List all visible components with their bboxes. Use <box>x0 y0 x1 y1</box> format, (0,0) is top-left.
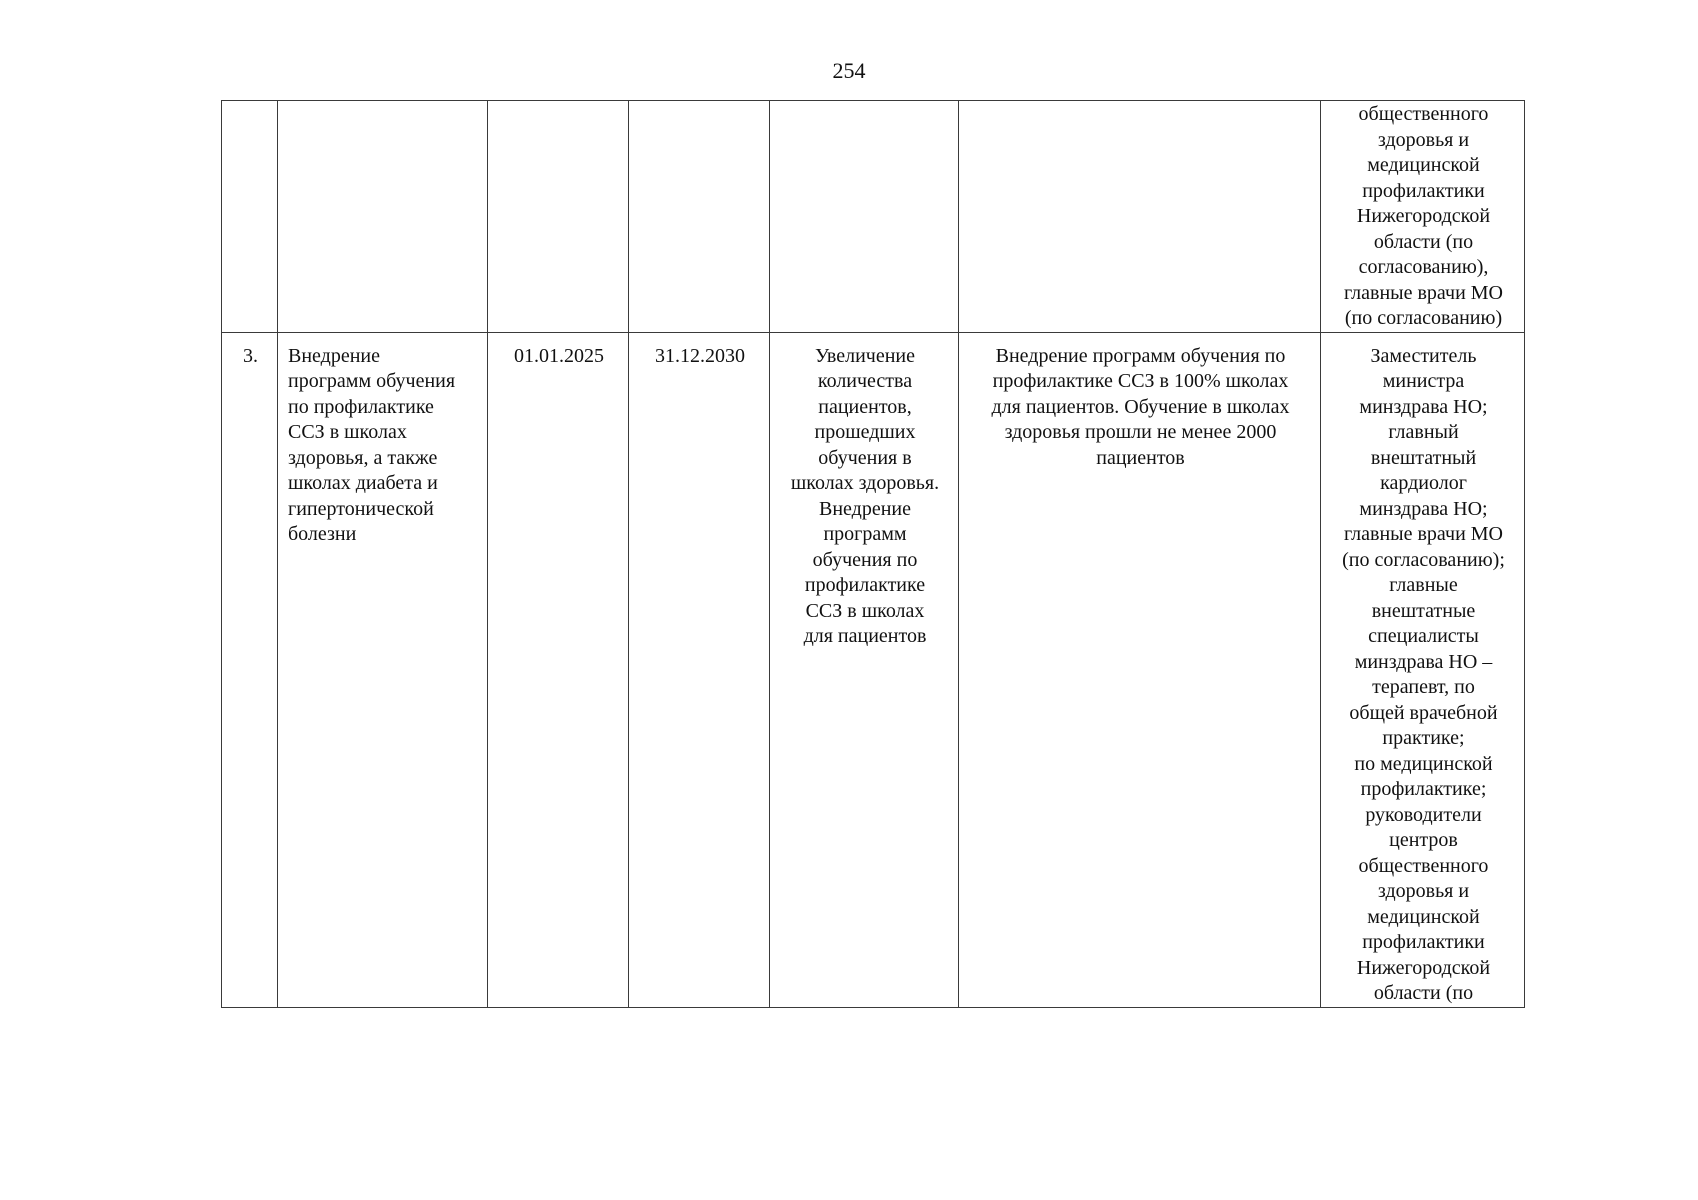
start-date-cell <box>488 101 629 333</box>
measure-name-cell <box>278 101 488 333</box>
row-number-cell: 3. <box>222 332 278 1007</box>
measure-name-cell: Внедрение программ обучения по профилактике ССЗ в школах здоровья, а также школах диабета и гипертонической болезни <box>278 332 488 1007</box>
page-number: 254 <box>832 58 866 83</box>
table-row <box>222 101 1525 333</box>
indicator-cell <box>770 101 959 333</box>
indicator-cell: Увеличение количества пациентов, прошедших обучения в школах здоровья. Внедрение программ обучения по профилактике ССЗ в школах для пациентов <box>770 332 959 1007</box>
result-cell: Внедрение программ обучения по профилактике ССЗ в 100% школах для пациентов. Обучение в школах здоровья прошли не менее 2000 пациентов <box>959 332 1321 1007</box>
end-date-cell <box>629 101 770 333</box>
row-number-cell <box>222 101 278 333</box>
measures-table <box>221 100 1525 1008</box>
start-date-cell: 01.01.2025 <box>488 332 629 1007</box>
responsible-cell: Заместитель министра минздрава НО; главный внештатный кардиолог минздрава НО; главные врачи МО (по согласованию); главные внештатные специалисты минздрава НО – терапевт, по общей врачебной практике; по медицинской профилактике; руководители центров общественного здоровья и медицинской профилактики Нижегородской области (по <box>1321 332 1525 1007</box>
responsible-cell: общественного здоровья и медицинской профилактики Нижегородской области (по согласованию), главные врачи МО (по согласованию) <box>1321 101 1525 333</box>
end-date-cell: 31.12.2030 <box>629 332 770 1007</box>
table-row <box>222 332 1525 1007</box>
result-cell <box>959 101 1321 333</box>
